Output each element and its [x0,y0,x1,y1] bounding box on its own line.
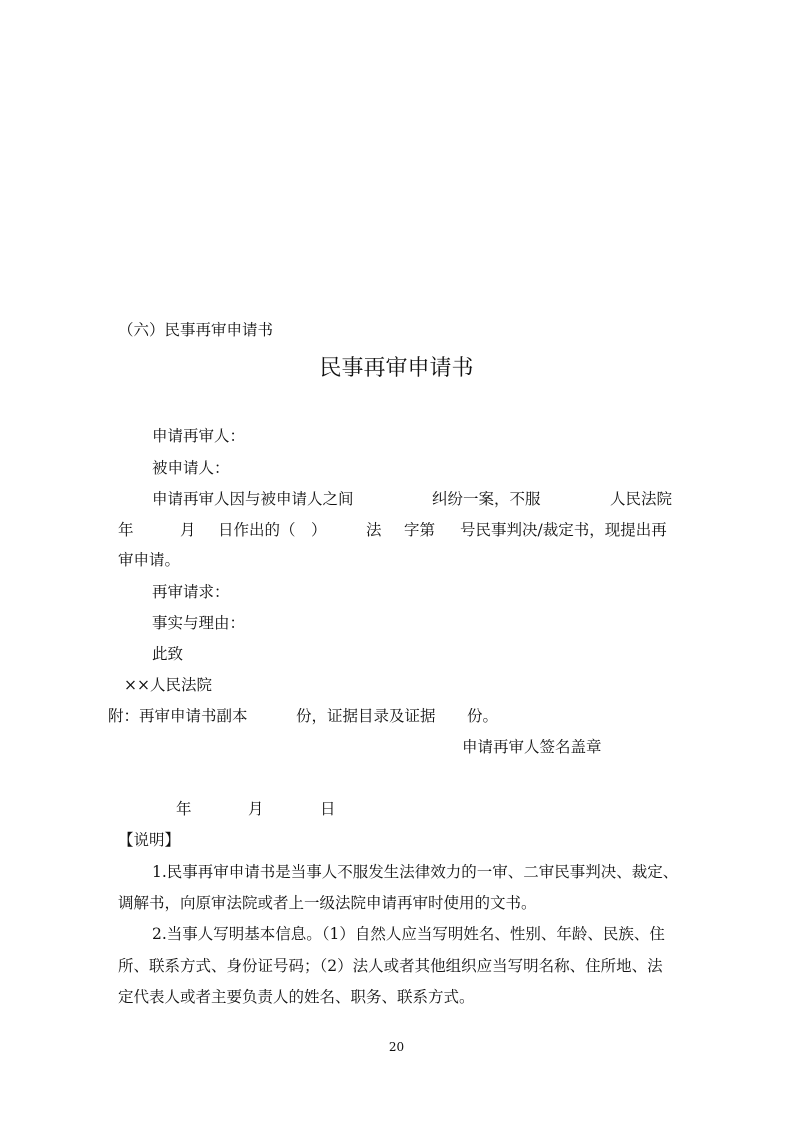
body-line-2 [0,520,793,540]
date-day: 日 [320,800,336,818]
attachment-part3: 份。 [467,707,499,725]
body-line-3: 审申请。 [118,551,181,569]
court-name: ××人民法院 [124,676,212,694]
document-title: 民事再审申请书 [319,356,474,381]
note-2-line-2: 所、联系方式、身份证号码；（2）法人或者其他组织应当写明名称、住所地、法 [118,957,663,975]
date-month: 月 [248,800,264,818]
body-line-2-fa: 法 [366,521,382,539]
date-line [0,799,793,819]
notes-heading: 【说明】 [118,831,181,849]
body-line-2-month: 月 [180,521,196,539]
applicant-label: 申请再审人： [152,427,246,445]
facts-label: 事实与理由： [152,614,246,632]
date-year: 年 [176,800,192,818]
respondent-label: 被申请人： [152,459,230,477]
note-2-line-3: 定代表人或者主要负责人的姓名、职务、联系方式。 [118,988,475,1006]
attachment-line [0,706,793,726]
body-line-2-rest: 号民事判决/裁定书，现提出再 [460,521,667,539]
signature-label: 申请再审人签名盖章 [462,738,602,756]
section-label: （六）民事再审申请书 [118,321,274,339]
body-line-2-made: 日作出的（ ） [218,521,327,539]
body-line-2-year: 年 [118,521,134,539]
note-1-line-1: 1.民事再审申请书是当事人不服发生法律效力的一审、二审民事判决、裁定、 [152,863,679,881]
body-line-1 [0,489,793,509]
body-line-1-part1: 申请再审人因与被申请人之间 [152,490,354,508]
body-line-1-part3: 人民法院 [610,490,673,508]
page-number: 20 [388,1040,405,1054]
salutation: 此致 [152,645,184,663]
attachment-part2: 份，证据目录及证据 [296,707,436,725]
body-line-1-part2: 纠纷一案，不服 [432,490,541,508]
note-2-line-1: 2.当事人写明基本信息。（1）自然人应当写明姓名、性别、年龄、民族、住 [152,925,665,943]
attachment-part1: 附：再审申请书副本 [108,707,248,725]
note-1-line-2: 调解书，向原审法院或者上一级法院申请再审时使用的文书。 [118,894,537,912]
body-line-2-zi: 字第 [404,521,436,539]
request-label: 再审请求： [152,583,230,601]
